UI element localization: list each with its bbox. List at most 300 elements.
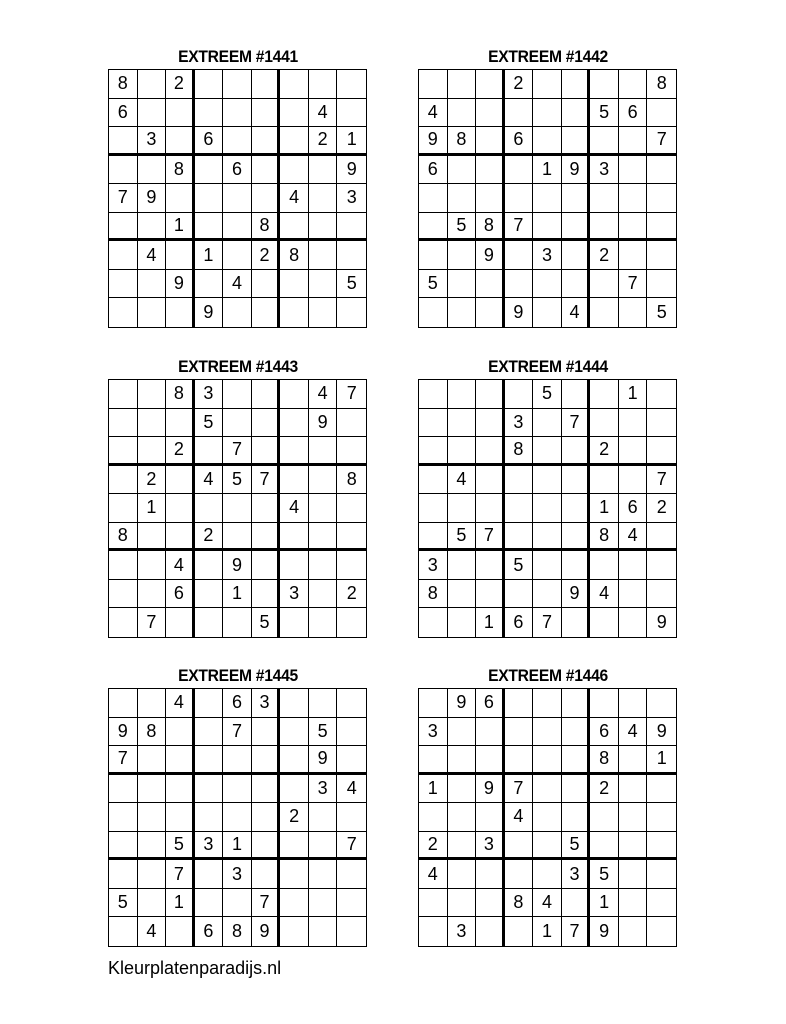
sudoku-cell [476, 551, 505, 580]
sudoku-cell [533, 523, 562, 552]
sudoku-cell [619, 746, 648, 775]
sudoku-cell [562, 718, 591, 747]
sudoku-cell: 9 [419, 127, 448, 156]
sudoku-cell: 7 [647, 127, 676, 156]
sudoku-cell [533, 99, 562, 128]
sudoku-cell [252, 99, 281, 128]
sudoku-cell: 2 [505, 70, 534, 99]
sudoku-cell [109, 551, 138, 580]
sudoku-cell: 7 [505, 213, 534, 242]
sudoku-cell [223, 70, 252, 99]
sudoku-cell: 4 [223, 270, 252, 299]
sudoku-cell [166, 241, 195, 270]
sudoku-cell: 7 [562, 409, 591, 438]
sudoku-cell [505, 718, 534, 747]
sudoku-cell: 4 [619, 718, 648, 747]
sudoku-cell [533, 860, 562, 889]
sudoku-cell [138, 409, 167, 438]
sudoku-cell: 1 [647, 746, 676, 775]
puzzle-title: EXTREEM #1442 [488, 47, 608, 66]
sudoku-cell [195, 860, 224, 889]
sudoku-cell [619, 580, 648, 609]
sudoku-cell: 9 [109, 718, 138, 747]
sudoku-cell [195, 803, 224, 832]
sudoku-cell [476, 127, 505, 156]
sudoku-cell [533, 270, 562, 299]
sudoku-cell [138, 803, 167, 832]
sudoku-cell [448, 889, 477, 918]
site-footer: Kleurplatenparadijs.nl [108, 958, 282, 978]
sudoku-cell [337, 803, 366, 832]
sudoku-cell: 7 [562, 917, 591, 946]
sudoku-cell: 7 [337, 380, 366, 409]
sudoku-cell [280, 380, 309, 409]
sudoku-cell: 9 [590, 917, 619, 946]
sudoku-cell: 6 [195, 127, 224, 156]
sudoku-cell [109, 241, 138, 270]
sudoku-cell [309, 466, 338, 495]
sudoku-cell: 9 [476, 775, 505, 804]
sudoku-puzzle-1441 [108, 45, 368, 328]
sudoku-cell [337, 99, 366, 128]
sudoku-cell [252, 832, 281, 861]
sudoku-cell: 1 [619, 380, 648, 409]
sudoku-cell: 5 [252, 608, 281, 637]
sudoku-cell [562, 746, 591, 775]
sudoku-cell [280, 718, 309, 747]
sudoku-cell [138, 70, 167, 99]
sudoku-cell [505, 270, 534, 299]
sudoku-cell [337, 746, 366, 775]
sudoku-cell: 2 [138, 466, 167, 495]
sudoku-cell [505, 380, 534, 409]
sudoku-cell: 4 [195, 466, 224, 495]
sudoku-cell: 3 [195, 380, 224, 409]
sudoku-cell: 5 [337, 270, 366, 299]
sudoku-cell [419, 803, 448, 832]
sudoku-cell [337, 409, 366, 438]
sudoku-cell [476, 917, 505, 946]
sudoku-cell [619, 156, 648, 185]
sudoku-cell [109, 860, 138, 889]
sudoku-grid [108, 69, 367, 328]
sudoku-cell [223, 889, 252, 918]
puzzle-title: EXTREEM #1444 [488, 357, 608, 376]
sudoku-cell [419, 184, 448, 213]
sudoku-cell [280, 689, 309, 718]
sudoku-cell [619, 70, 648, 99]
sudoku-cell [337, 298, 366, 327]
sudoku-cell: 2 [419, 832, 448, 861]
sudoku-cell [280, 127, 309, 156]
sudoku-cell [309, 241, 338, 270]
sudoku-cell [166, 409, 195, 438]
sudoku-cell: 7 [619, 270, 648, 299]
sudoku-cell: 2 [195, 523, 224, 552]
sudoku-cell [138, 380, 167, 409]
sudoku-cell: 9 [195, 298, 224, 327]
sudoku-cell: 1 [419, 775, 448, 804]
sudoku-cell [280, 832, 309, 861]
sudoku-cell: 9 [252, 917, 281, 946]
sudoku-cell [505, 523, 534, 552]
sudoku-cell [419, 746, 448, 775]
sudoku-cell: 9 [166, 270, 195, 299]
sudoku-cell [647, 380, 676, 409]
sudoku-cell [252, 298, 281, 327]
sudoku-cell [309, 580, 338, 609]
sudoku-cell [138, 213, 167, 242]
sudoku-cell [562, 775, 591, 804]
sudoku-cell [647, 437, 676, 466]
sudoku-cell [252, 184, 281, 213]
sudoku-cell [619, 466, 648, 495]
sudoku-cell [533, 580, 562, 609]
sudoku-cell: 5 [166, 832, 195, 861]
sudoku-cell [223, 127, 252, 156]
sudoku-cell [590, 466, 619, 495]
sudoku-cell [505, 494, 534, 523]
sudoku-cell [252, 860, 281, 889]
sudoku-cell [337, 494, 366, 523]
sudoku-cell [533, 298, 562, 327]
sudoku-cell [309, 270, 338, 299]
sudoku-cell [533, 746, 562, 775]
sudoku-cell: 9 [505, 298, 534, 327]
sudoku-cell: 4 [166, 551, 195, 580]
sudoku-cell: 9 [476, 241, 505, 270]
sudoku-cell [476, 889, 505, 918]
sudoku-cell [138, 99, 167, 128]
sudoku-cell [533, 832, 562, 861]
sudoku-cell: 7 [476, 523, 505, 552]
sudoku-cell [647, 832, 676, 861]
sudoku-cell [195, 689, 224, 718]
sudoku-cell: 2 [166, 70, 195, 99]
sudoku-cell: 8 [109, 70, 138, 99]
sudoku-cell [166, 775, 195, 804]
sudoku-cell [223, 775, 252, 804]
sudoku-cell [562, 380, 591, 409]
sudoku-cell [505, 580, 534, 609]
sudoku-cell [448, 270, 477, 299]
sudoku-cell [619, 775, 648, 804]
sudoku-cell: 5 [448, 523, 477, 552]
sudoku-cell [533, 184, 562, 213]
sudoku-cell [476, 99, 505, 128]
sudoku-cell [448, 380, 477, 409]
sudoku-cell: 1 [166, 213, 195, 242]
sudoku-cell: 1 [223, 832, 252, 861]
sudoku-cell: 9 [223, 551, 252, 580]
sudoku-cell [562, 127, 591, 156]
sudoku-cell: 3 [223, 860, 252, 889]
sudoku-cell [280, 298, 309, 327]
sudoku-cell: 2 [252, 241, 281, 270]
sudoku-cell [223, 380, 252, 409]
sudoku-cell [138, 437, 167, 466]
sudoku-cell: 3 [138, 127, 167, 156]
sudoku-cell [562, 213, 591, 242]
sudoku-cell [448, 298, 477, 327]
sudoku-cell [505, 466, 534, 495]
sudoku-cell [533, 213, 562, 242]
sudoku-cell [252, 70, 281, 99]
sudoku-cell [166, 608, 195, 637]
sudoku-cell [138, 689, 167, 718]
sudoku-cell [562, 70, 591, 99]
sudoku-cell: 8 [280, 241, 309, 270]
sudoku-cell [252, 437, 281, 466]
sudoku-cell [476, 156, 505, 185]
sudoku-cell [448, 99, 477, 128]
sudoku-cell [505, 99, 534, 128]
sudoku-cell: 2 [590, 241, 619, 270]
sudoku-cell [195, 775, 224, 804]
sudoku-cell: 4 [533, 889, 562, 918]
sudoku-cell: 7 [109, 184, 138, 213]
sudoku-cell [252, 409, 281, 438]
sudoku-cell [280, 409, 309, 438]
sudoku-cell [590, 551, 619, 580]
sudoku-cell: 1 [337, 127, 366, 156]
sudoku-cell [533, 803, 562, 832]
sudoku-cell [337, 213, 366, 242]
sudoku-cell [166, 298, 195, 327]
sudoku-cell [476, 70, 505, 99]
sudoku-cell [419, 689, 448, 718]
sudoku-cell [619, 803, 648, 832]
sudoku-cell: 7 [505, 775, 534, 804]
sudoku-cell [109, 298, 138, 327]
sudoku-cell: 3 [419, 718, 448, 747]
sudoku-cell [223, 298, 252, 327]
sudoku-cell: 5 [656, 302, 667, 323]
sudoku-cell [562, 437, 591, 466]
sudoku-cell [309, 860, 338, 889]
sudoku-cell [505, 689, 534, 718]
sudoku-cell: 6 [195, 917, 224, 946]
sudoku-cell [647, 551, 676, 580]
sudoku-cell: 7 [223, 718, 252, 747]
sudoku-cell [448, 832, 477, 861]
sudoku-cell [619, 832, 648, 861]
sudoku-cell [252, 551, 281, 580]
sudoku-cell [533, 127, 562, 156]
sudoku-cell [476, 380, 505, 409]
sudoku-cell [533, 551, 562, 580]
sudoku-cell: 4 [619, 523, 648, 552]
sudoku-cell: 6 [419, 156, 448, 185]
sudoku-cell [280, 437, 309, 466]
sudoku-cell [505, 241, 534, 270]
sudoku-cell [533, 466, 562, 495]
sudoku-cell: 5 [562, 832, 591, 861]
sudoku-cell [337, 689, 366, 718]
sudoku-cell [562, 608, 591, 637]
sudoku-cell [309, 213, 338, 242]
sudoku-cell [138, 746, 167, 775]
sudoku-cell: 4 [309, 380, 338, 409]
sudoku-cell [590, 127, 619, 156]
sudoku-cell [252, 523, 281, 552]
sudoku-cell [448, 156, 477, 185]
sudoku-cell [619, 213, 648, 242]
sudoku-cell [419, 380, 448, 409]
sudoku-cell: 8 [166, 380, 195, 409]
sudoku-cell: 3 [476, 832, 505, 861]
sudoku-cell [223, 184, 252, 213]
sudoku-cell [562, 99, 591, 128]
sudoku-cell [505, 917, 534, 946]
sudoku-cell [448, 241, 477, 270]
sudoku-cell [647, 917, 676, 946]
sudoku-cell [647, 409, 676, 438]
sudoku-cell [252, 127, 281, 156]
sudoku-cell [533, 409, 562, 438]
sudoku-cell [337, 551, 366, 580]
sudoku-cell [647, 241, 676, 270]
sudoku-cell: 4 [419, 860, 448, 889]
sudoku-cell: 3 [419, 551, 448, 580]
puzzle-title: EXTREEM #1445 [178, 666, 298, 685]
sudoku-cell [309, 889, 338, 918]
sudoku-cell [280, 860, 309, 889]
sudoku-cell [337, 70, 366, 99]
sudoku-cell: 9 [647, 718, 676, 747]
sudoku-cell [590, 608, 619, 637]
sudoku-cell [138, 889, 167, 918]
sudoku-cell [619, 917, 648, 946]
sudoku-cell [252, 270, 281, 299]
sudoku-puzzle-1444 [418, 355, 678, 638]
sudoku-cell [419, 889, 448, 918]
sudoku-cell [280, 917, 309, 946]
sudoku-cell [166, 466, 195, 495]
sudoku-cell [590, 832, 619, 861]
sudoku-cell [448, 775, 477, 804]
sudoku-cell: 4 [280, 184, 309, 213]
sudoku-cell [647, 889, 676, 918]
sudoku-cell: 9 [562, 580, 591, 609]
sudoku-cell: 9 [656, 612, 667, 633]
sudoku-cell: 1 [138, 494, 167, 523]
sudoku-cell [647, 270, 676, 299]
sudoku-cell [138, 775, 167, 804]
sudoku-cell [647, 184, 676, 213]
sudoku-cell [647, 803, 676, 832]
sudoku-cell [476, 298, 505, 327]
sudoku-cell [138, 551, 167, 580]
sudoku-cell: 4 [505, 803, 534, 832]
sudoku-cell: 1 [533, 156, 562, 185]
sudoku-cell: 7 [109, 746, 138, 775]
sudoku-cell [252, 580, 281, 609]
sudoku-cell: 8 [166, 156, 195, 185]
sudoku-cell [619, 551, 648, 580]
sudoku-cell [590, 298, 619, 327]
sudoku-cell: 7 [252, 889, 281, 918]
sudoku-cell [223, 99, 252, 128]
sudoku-cell [419, 523, 448, 552]
sudoku-cell: 8 [505, 889, 534, 918]
sudoku-cell: 5 [309, 718, 338, 747]
sudoku-cell [590, 409, 619, 438]
sudoku-cell [533, 689, 562, 718]
sudoku-cell [590, 270, 619, 299]
sudoku-cell [280, 213, 309, 242]
sudoku-cell [223, 241, 252, 270]
sudoku-cell [109, 409, 138, 438]
sudoku-cell [280, 889, 309, 918]
sudoku-cell [448, 860, 477, 889]
sudoku-cell: 6 [223, 689, 252, 718]
sudoku-grid [418, 688, 677, 947]
sudoku-cell: 1 [166, 889, 195, 918]
sudoku-cell: 8 [476, 213, 505, 242]
sudoku-cell: 9 [337, 156, 366, 185]
puzzle-title: EXTREEM #1441 [178, 47, 298, 66]
sudoku-cell: 1 [476, 608, 505, 637]
sudoku-cell [505, 832, 534, 861]
sudoku-cell [166, 917, 195, 946]
sudoku-cell: 3 [309, 775, 338, 804]
sudoku-cell [419, 917, 448, 946]
sudoku-cell [109, 437, 138, 466]
sudoku-cell: 5 [590, 860, 619, 889]
sudoku-cell [476, 803, 505, 832]
sudoku-cell [195, 70, 224, 99]
sudoku-cell: 3 [337, 184, 366, 213]
sudoku-cell [448, 580, 477, 609]
sudoku-cell [280, 99, 309, 128]
sudoku-cell: 3 [448, 917, 477, 946]
sudoku-cell [533, 718, 562, 747]
sudoku-cell [223, 803, 252, 832]
sudoku-cell [309, 156, 338, 185]
sudoku-cell [166, 746, 195, 775]
sudoku-cell [419, 241, 448, 270]
sudoku-cell: 2 [590, 437, 619, 466]
sudoku-cell [505, 184, 534, 213]
sudoku-cell: 4 [166, 689, 195, 718]
sudoku-cell [109, 580, 138, 609]
sudoku-cell: 8 [590, 746, 619, 775]
sudoku-puzzle-1442 [418, 45, 678, 328]
sudoku-cell [337, 608, 366, 637]
sudoku-cell [533, 494, 562, 523]
sudoku-cell: 8 [647, 70, 676, 99]
sudoku-cell: 6 [223, 156, 252, 185]
sudoku-cell [252, 380, 281, 409]
sudoku-cell [280, 70, 309, 99]
sudoku-cell [195, 889, 224, 918]
sudoku-cell [619, 860, 648, 889]
sudoku-cell [505, 746, 534, 775]
sudoku-cell [476, 466, 505, 495]
sudoku-cell: 9 [448, 689, 477, 718]
sudoku-cell [195, 551, 224, 580]
sudoku-cell: 9 [138, 184, 167, 213]
sudoku-cell [252, 775, 281, 804]
sudoku-cell [562, 494, 591, 523]
sudoku-puzzle-1443 [108, 355, 368, 638]
sudoku-cell [166, 127, 195, 156]
sudoku-cell [448, 551, 477, 580]
sudoku-cell [562, 889, 591, 918]
sudoku-cell: 7 [533, 608, 562, 637]
sudoku-cell [590, 380, 619, 409]
